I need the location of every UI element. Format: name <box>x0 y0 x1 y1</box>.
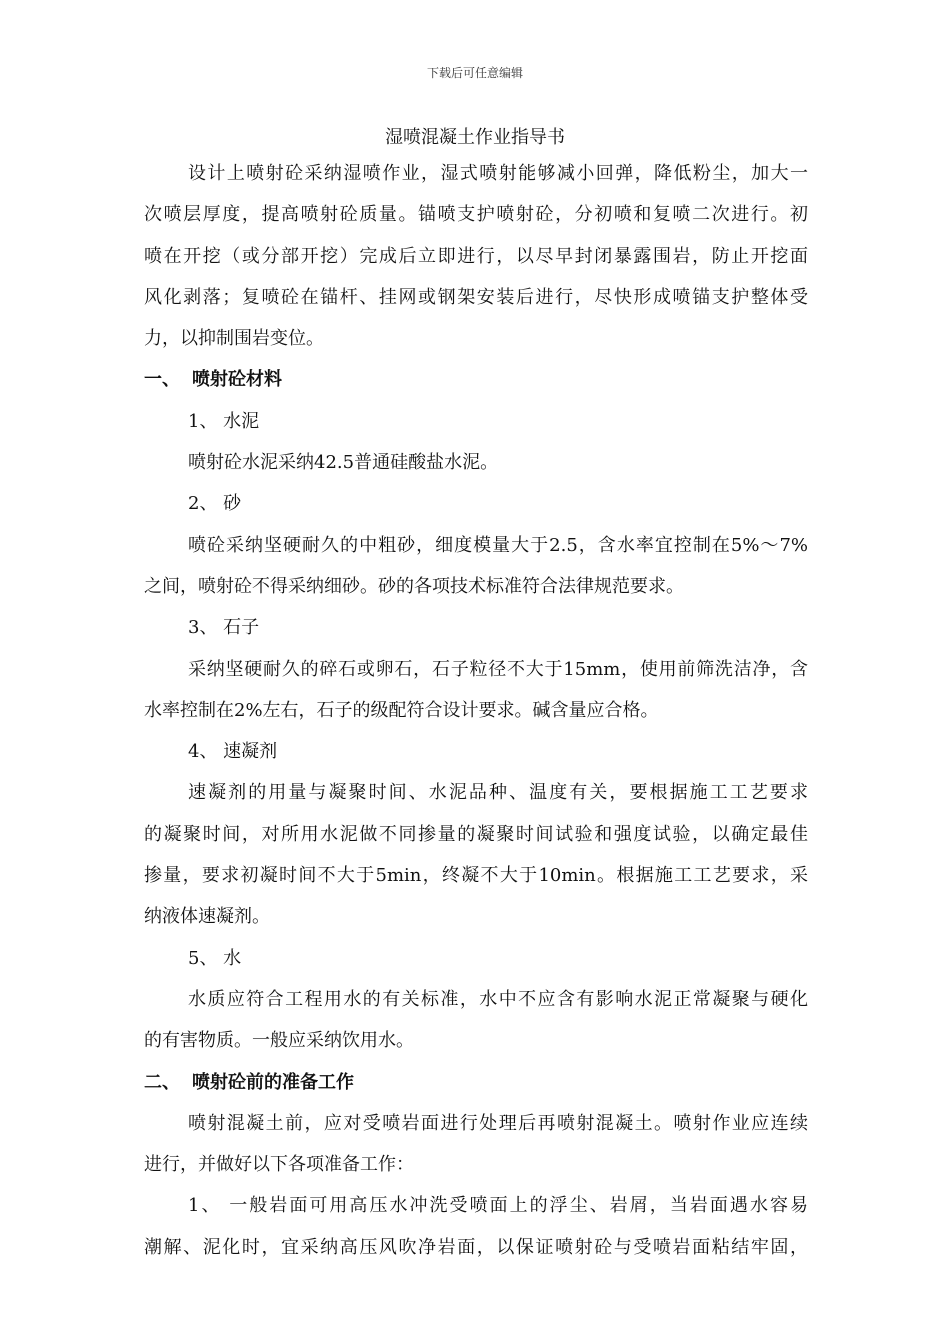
paragraph-line: 纳液体速凝剂。 <box>144 906 270 928</box>
subsection-heading: 3、 石子 <box>188 617 260 639</box>
paragraph-line: 潮解、泥化时，宜采纳高压风吹净岩面，以保证喷射砼与受喷岩面粘结牢固， <box>144 1236 808 1258</box>
paragraph-line: 的有害物质。一般应采纳饮用水。 <box>144 1030 414 1052</box>
subsection-heading: 5、 水 <box>188 947 242 969</box>
subsection-heading: 2、 砂 <box>188 493 242 515</box>
subsection-heading: 1、 水泥 <box>188 410 260 432</box>
paragraph-line: 喷射砼水泥采纳42.5普通硅酸盐水泥。 <box>188 452 499 474</box>
paragraph-line: 设计上喷射砼采纳湿喷作业，湿式喷射能够减小回弹，降低粉尘，加大一 <box>188 163 808 184</box>
paragraph-line: 风化剥落；复喷砼在锚杆、挂网或钢架安装后进行，尽快形成喷锚支护整体受 <box>144 286 808 308</box>
section-title: 喷射砼前的准备工作 <box>192 1071 354 1093</box>
section-heading <box>144 366 808 407</box>
section-title: 喷射砼材料 <box>192 369 282 391</box>
document-body <box>144 160 808 1275</box>
paragraph-line: 之间，喷射砼不得采纳细砂。砂的各项技术标准符合法律规范要求。 <box>144 575 684 597</box>
paragraph-line: 1、 一般岩面可用高压水冲洗受喷面上的浮尘、岩屑，当岩面遇水容易 <box>188 1195 808 1217</box>
paragraph-line: 速凝剂的用量与凝聚时间、水泥品种、温度有关，要根据施工工艺要求 <box>188 782 808 804</box>
section-number: 一、 <box>144 369 180 391</box>
paragraph-line: 喷射混凝土前，应对受喷岩面进行处理后再喷射混凝土。喷射作业应连续 <box>188 1112 808 1134</box>
subsection-heading: 4、 速凝剂 <box>188 741 278 763</box>
paragraph-line: 喷砼采纳坚硬耐久的中粗砂，细度模量大于2.5，含水率宜控制在5%～7% <box>188 534 808 556</box>
section-number: 二、 <box>144 1071 180 1093</box>
paragraph-line: 的凝聚时间，对所用水泥做不同掺量的凝聚时间试验和强度试验，以确定最佳 <box>144 823 808 845</box>
paragraph-line: 掺量，要求初凝时间不大于5min，终凝不大于10min。根据施工工艺要求，采 <box>144 865 808 887</box>
paragraph-line: 次喷层厚度，提高喷射砼质量。锚喷支护喷射砼，分初喷和复喷二次进行。初 <box>144 204 808 226</box>
paragraph-line: 水率控制在2%左右，石子的级配符合设计要求。碱含量应合格。 <box>144 699 659 721</box>
document-title: 湿喷混凝土作业指导书 <box>385 127 565 148</box>
paragraph-line: 力，以抑制围岩变位。 <box>144 328 324 350</box>
section-heading <box>144 1069 808 1110</box>
paragraph-line: 进行，并做好以下各项准备工作： <box>144 1154 414 1176</box>
paragraph-line: 喷在开挖（或分部开挖）完成后立即进行，以尽早封闭暴露围岩，防止开挖面 <box>144 245 808 267</box>
header-note: 下载后可任意编辑 <box>426 66 523 80</box>
paragraph-line: 采纳坚硬耐久的碎石或卵石，石子粒径不大于15mm，使用前筛洗洁净，含 <box>188 658 808 680</box>
paragraph-line: 水质应符合工程用水的有关标准，水中不应含有影响水泥正常凝聚与硬化 <box>188 988 808 1010</box>
